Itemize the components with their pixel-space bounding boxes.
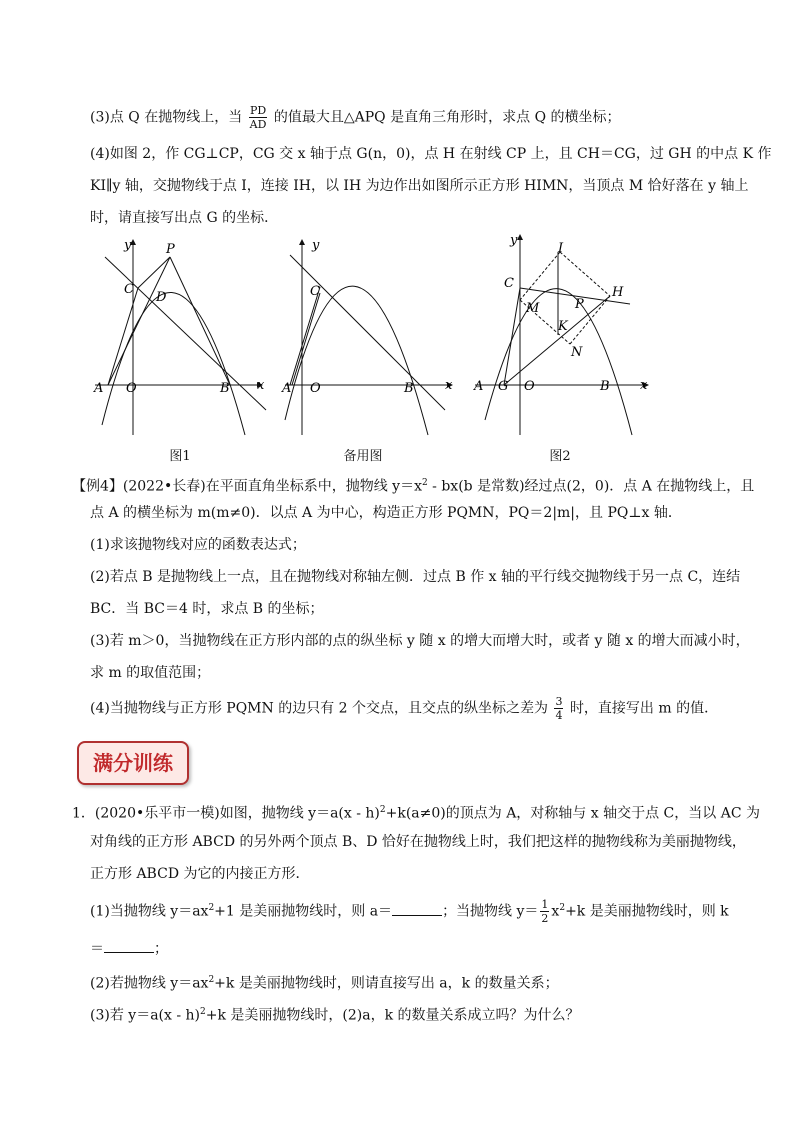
svg-text:B: B xyxy=(600,379,610,394)
example4-q2-line2: BC．当 BC＝4 时，求点 B 的坐标； xyxy=(90,601,324,617)
example4-q3-line1: (3)若 m＞0，当抛物线在正方形内部的点的纵坐标 y 随 x 的增大而增大时，或者 y 随 x 的增大而减小时， xyxy=(90,633,750,649)
q4-line3: 时，请直接写出点 G 的坐标． xyxy=(90,210,279,226)
svg-text:x: x xyxy=(445,378,453,393)
one-half-fraction: $\frac{1}{2}$ xyxy=(541,898,549,926)
figure-1 xyxy=(90,235,270,444)
svg-text:O: O xyxy=(524,379,535,394)
three-quarters-fraction: $\frac{3}{4}$ xyxy=(555,695,563,722)
example4-line2: 点 A 的横坐标为 m(m≠0)．以点 A 为中心，构造正方形 PQMN，PQ＝2|m|，且 PQ⊥x 轴． xyxy=(90,505,682,521)
answer-blank-a[interactable] xyxy=(392,901,442,916)
svg-text:y: y xyxy=(124,238,132,253)
figure-2-caption: 图2 xyxy=(549,449,571,464)
svg-text:K: K xyxy=(558,319,568,334)
svg-text:P: P xyxy=(166,242,175,257)
svg-text:C: C xyxy=(310,284,320,299)
figure-spare-caption: 备用图 xyxy=(343,449,383,464)
svg-text:C: C xyxy=(504,276,514,291)
figure-spare xyxy=(280,235,460,444)
svg-text:I: I xyxy=(558,241,564,256)
svg-text:P: P xyxy=(575,297,584,312)
svg-text:M: M xyxy=(526,301,540,316)
svg-text:A: A xyxy=(474,379,484,394)
svg-text:H: H xyxy=(612,285,624,300)
example4-line1: 【例4】(2022•长春)在平面直角坐标系中，抛物线 $y=x^2 - bx(b$ 是常数)经过点(2，0)．点 A 在抛物线上，且 xyxy=(72,478,755,495)
figure-1-caption: 图1 xyxy=(169,449,191,464)
svg-text:x: x xyxy=(257,378,265,393)
problem1-q2: (2)若抛物线 $y=ax^2+k$ 是美丽抛物线时，则请直接写出 a，k 的数量关系； xyxy=(90,975,559,992)
svg-text:O: O xyxy=(310,381,321,396)
q3-line: (3)点 Q 在抛物线上，当 $\frac{PD}{AD}$ 的值最大且△APQ 是直角三角形时，求点 Q 的横坐标； xyxy=(90,104,621,131)
svg-text:D: D xyxy=(156,290,167,305)
problem1-q1: (1)当抛物线 $y=ax^2+1$ 是美丽抛物线时，则 a＝ ；当抛物线 y＝ $\frac{1}{2}$ $x^2+k$ 是美丽抛物线时，则 k xyxy=(90,898,729,926)
svg-text:G: G xyxy=(498,379,509,394)
svg-text:y: y xyxy=(312,238,320,253)
example4-q2-line1: (2)若点 B 是抛物线上一点，且在抛物线对称轴左侧．过点 B 作 x 轴的平行线交抛物线于另一点 C，连结 xyxy=(90,569,741,585)
svg-text:A: A xyxy=(282,381,292,396)
section-badge: 满分训练 xyxy=(77,741,189,785)
example4-q1: (1)求该抛物线对应的函数表达式； xyxy=(90,537,306,553)
svg-text:y: y xyxy=(510,233,518,248)
svg-text:C: C xyxy=(124,282,134,297)
answer-blank-k[interactable] xyxy=(104,938,154,953)
svg-text:N: N xyxy=(571,345,583,360)
figure-2 xyxy=(470,230,655,444)
svg-text:B: B xyxy=(404,381,414,396)
problem1-q1-line2: ＝ ； xyxy=(90,938,168,959)
svg-text:B: B xyxy=(220,381,230,396)
svg-text:A: A xyxy=(94,381,104,396)
problem1-line3: 正方形 ABCD 为它的内接正方形． xyxy=(90,866,310,882)
problem1-q3: (3)若 y＝a(x - h)$^2$+k 是美丽抛物线时，(2)a，k 的数量关系成立吗？为什么？ xyxy=(90,1007,580,1024)
svg-text:O: O xyxy=(126,381,137,396)
problem1-line2: 对角线的正方形 ABCD 的另外两个顶点 B、D 恰好在抛物线上时，我们把这样的抛物线称为美丽抛物线， xyxy=(90,834,746,850)
pd-ad-fraction: $\frac{PD}{AD}$ xyxy=(249,104,267,131)
q4-line2: KI∥y 轴，交抛物线于点 I，连接 IH，以 IH 为边作出如图所示正方形 HIMN，当顶点 M 恰好落在 y 轴上 xyxy=(90,178,749,194)
q4-line1: (4)如图 2，作 CG⊥CP，CG 交 x 轴于点 G(n，0)，点 H 在射线 CP 上，且 CH＝CG，过 GH 的中点 K 作 xyxy=(90,146,772,162)
example4-q3-line2: 求 m 的取值范围； xyxy=(90,665,211,681)
svg-text:x: x xyxy=(640,378,648,393)
example4-q4: (4)当抛物线与正方形 PQMN 的边只有 2 个交点，且交点的纵坐标之差为 $\frac{3}{4}$ 时，直接写出 m 的值． xyxy=(90,695,719,722)
problem1-line1: 1．(2020•乐平市一模)如图，抛物线 y＝a(x - h)$^2$+k(a≠0)的顶点为 A，对称轴与 x 轴交于点 C，当以 AC 为 xyxy=(72,805,760,822)
